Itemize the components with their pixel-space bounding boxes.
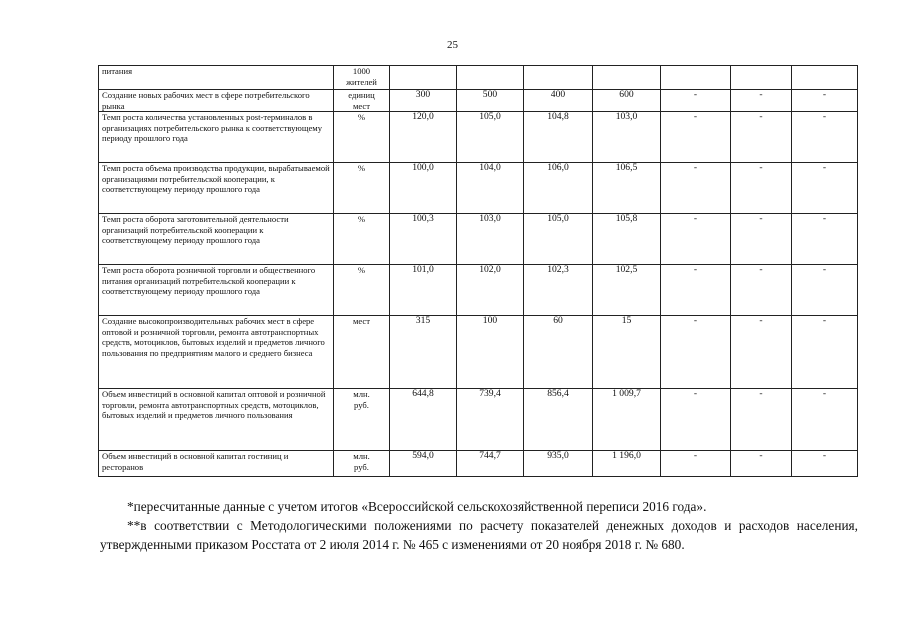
empty-value-cell: -: [792, 389, 858, 451]
page-number: 25: [447, 39, 458, 51]
empty-value-cell: -: [731, 112, 792, 163]
value-cell: 103,0: [457, 214, 524, 265]
unit-cell: мест: [334, 316, 390, 389]
unit-cell: %: [334, 214, 390, 265]
indicator-name-cell: Создание высокопроизводительных рабочих мест в сфере оптовой и розничной торговли, ремонта автотранспортных средств, мотоциклов, бытовых изделий и предметов личного пользования по предприятиям малого и среднего бизнеса: [99, 316, 334, 389]
value-cell: 500: [457, 90, 524, 112]
empty-value-cell: -: [792, 112, 858, 163]
value-cell: 106,5: [593, 163, 661, 214]
value-cell: 103,0: [593, 112, 661, 163]
indicators-table: [98, 65, 858, 477]
unit-cell: 1000 жителей: [334, 66, 390, 90]
value-cell: 106,0: [524, 163, 593, 214]
value-cell: 644,8: [390, 389, 457, 451]
table-row: [99, 90, 858, 112]
empty-value-cell: -: [661, 316, 731, 389]
value-cell: 739,4: [457, 389, 524, 451]
table-row: [99, 214, 858, 265]
empty-value-cell: -: [792, 316, 858, 389]
unit-cell: млн. руб.: [334, 389, 390, 451]
empty-value-cell: -: [731, 451, 792, 477]
empty-value-cell: -: [792, 451, 858, 477]
empty-value-cell: -: [661, 214, 731, 265]
empty-value-cell: -: [661, 163, 731, 214]
value-cell: [390, 66, 457, 90]
indicator-name-cell: питания: [99, 66, 334, 90]
empty-value-cell: -: [661, 389, 731, 451]
indicator-name-cell: Темп роста объема производства продукции, вырабатываемой организациями потребительской кооперации, к соответствующему периоду прошлого года: [99, 163, 334, 214]
table-row: [99, 265, 858, 316]
value-cell: 60: [524, 316, 593, 389]
unit-cell: %: [334, 163, 390, 214]
value-cell: 400: [524, 90, 593, 112]
empty-value-cell: -: [792, 163, 858, 214]
table-row: [99, 66, 858, 90]
empty-value-cell: -: [731, 389, 792, 451]
unit-cell: %: [334, 112, 390, 163]
value-cell: 1 196,0: [593, 451, 661, 477]
value-cell: 594,0: [390, 451, 457, 477]
value-cell: 100,3: [390, 214, 457, 265]
value-cell: 600: [593, 90, 661, 112]
value-cell: 102,0: [457, 265, 524, 316]
indicator-name-cell: Темп роста оборота розничной торговли и общественного питания организаций потребительской кооперации к соответствующему периоду прошлого года: [99, 265, 334, 316]
empty-value-cell: -: [731, 316, 792, 389]
value-cell: 15: [593, 316, 661, 389]
empty-value-cell: -: [792, 265, 858, 316]
unit-cell: млн. руб.: [334, 451, 390, 477]
empty-value-cell: -: [661, 451, 731, 477]
value-cell: [661, 66, 731, 90]
empty-value-cell: -: [731, 90, 792, 112]
value-cell: 105,0: [457, 112, 524, 163]
table-row: [99, 389, 858, 451]
empty-value-cell: -: [792, 214, 858, 265]
empty-value-cell: -: [792, 90, 858, 112]
value-cell: 100: [457, 316, 524, 389]
value-cell: 105,8: [593, 214, 661, 265]
indicator-name-cell: Объем инвестиций в основной капитал гостиниц и ресторанов: [99, 451, 334, 477]
value-cell: 101,0: [390, 265, 457, 316]
value-cell: 935,0: [524, 451, 593, 477]
footnote-2: **в соответствии с Методологическими положениями по расчету показателей денежных доходов и расходов населения, утвержденными приказом Росстата от 2 июля 2014 г. № 465 с изменениями от 20 ноября 2018 г. № 680.: [100, 518, 858, 552]
table-body: [99, 66, 858, 477]
value-cell: 300: [390, 90, 457, 112]
empty-value-cell: -: [731, 214, 792, 265]
indicator-name-cell: Объем инвестиций в основной капитал оптовой и розничной торговли, ремонта автотранспортных средств, мотоциклов, бытовых изделий и предметов личного пользования: [99, 389, 334, 451]
value-cell: 120,0: [390, 112, 457, 163]
empty-value-cell: -: [661, 265, 731, 316]
value-cell: 100,0: [390, 163, 457, 214]
footnote-1: *пересчитанные данные с учетом итогов «Всероссийской сельскохозяйственной переписи 2016 года».: [127, 499, 707, 514]
empty-value-cell: -: [731, 163, 792, 214]
value-cell: 104,8: [524, 112, 593, 163]
value-cell: 102,3: [524, 265, 593, 316]
value-cell: 105,0: [524, 214, 593, 265]
indicator-name-cell: Темп роста оборота заготовительной деятельности организаций потребительской кооперации к соответствующему периоду прошлого года: [99, 214, 334, 265]
value-cell: [792, 66, 858, 90]
table-row: [99, 163, 858, 214]
indicator-name-cell: Создание новых рабочих мест в сфере потребительского рынка: [99, 90, 334, 112]
value-cell: [457, 66, 524, 90]
value-cell: [524, 66, 593, 90]
value-cell: 1 009,7: [593, 389, 661, 451]
table-row: [99, 316, 858, 389]
footnotes: [100, 497, 858, 554]
value-cell: 315: [390, 316, 457, 389]
value-cell: 856,4: [524, 389, 593, 451]
value-cell: 744,7: [457, 451, 524, 477]
empty-value-cell: -: [661, 112, 731, 163]
unit-cell: %: [334, 265, 390, 316]
value-cell: 104,0: [457, 163, 524, 214]
empty-value-cell: -: [731, 265, 792, 316]
indicator-name-cell: Темп роста количества установленных post-терминалов в организациях потребительского рынка к соответствующему периоду прошлого года: [99, 112, 334, 163]
table-row: [99, 451, 858, 477]
value-cell: [731, 66, 792, 90]
unit-cell: единиц мест: [334, 90, 390, 112]
value-cell: 102,5: [593, 265, 661, 316]
table-row: [99, 112, 858, 163]
empty-value-cell: -: [661, 90, 731, 112]
value-cell: [593, 66, 661, 90]
